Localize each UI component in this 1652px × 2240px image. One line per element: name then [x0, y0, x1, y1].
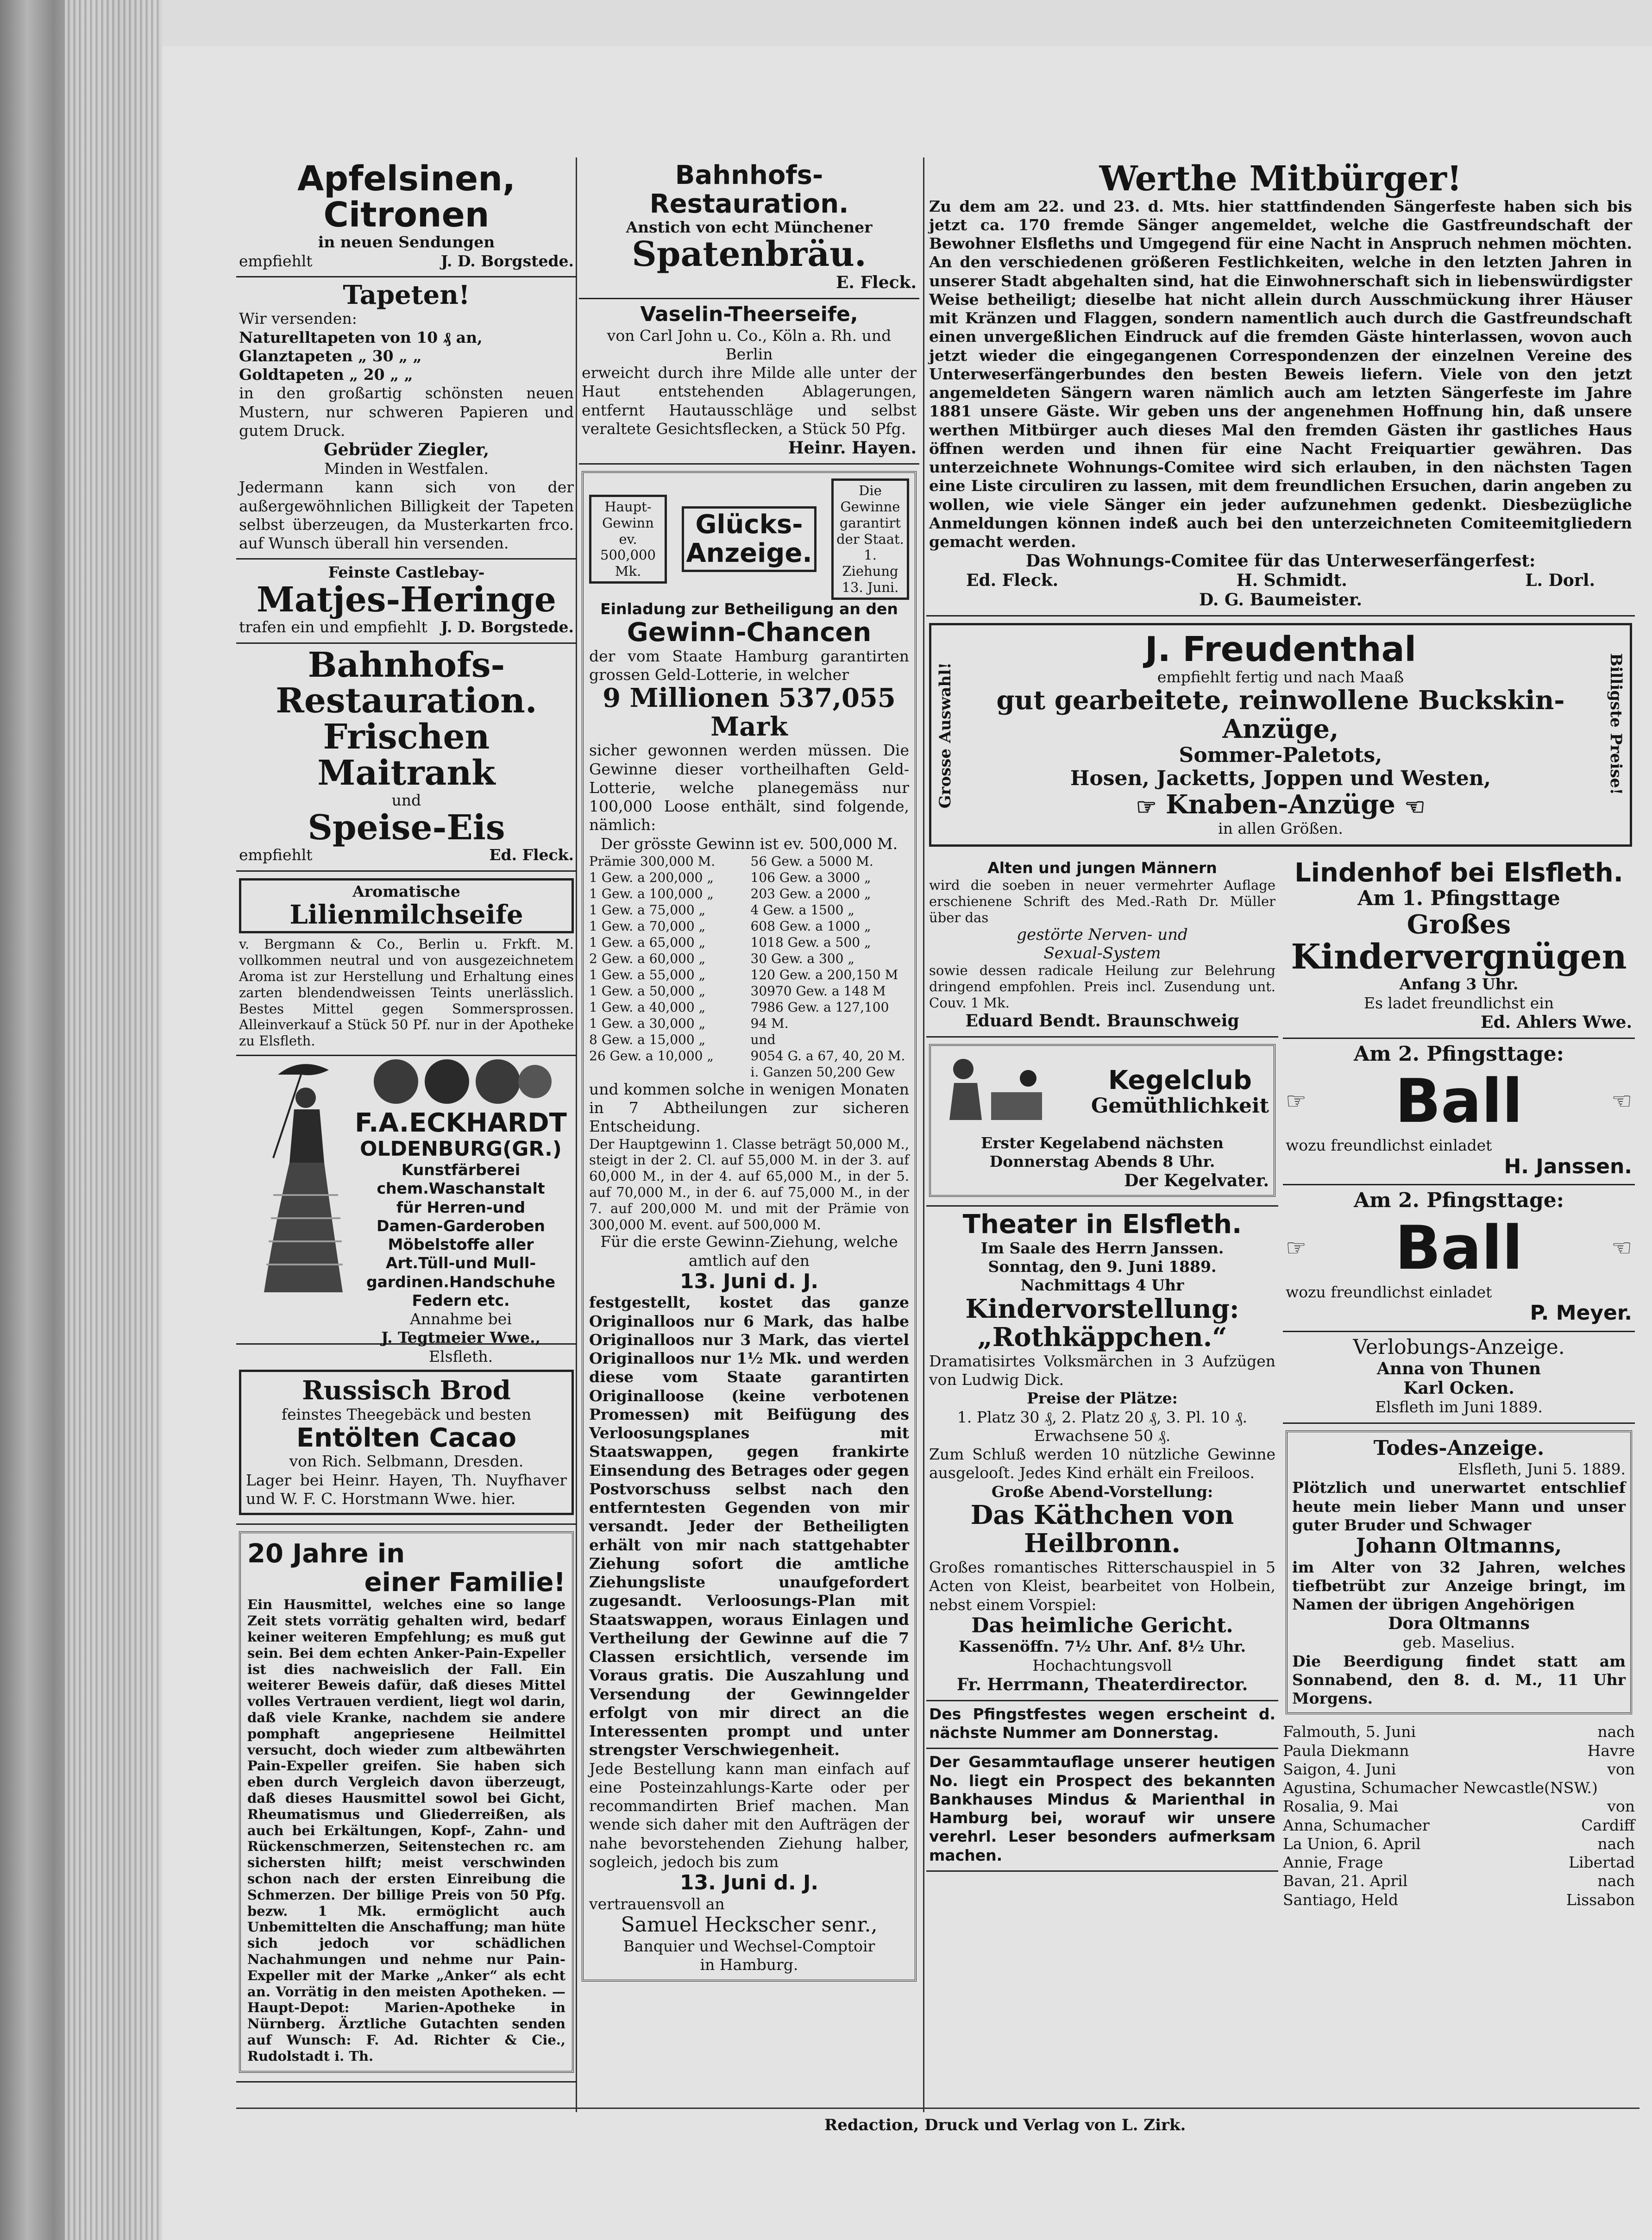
ad-text: Zum Schluß werden 10 nützliche Gewinne ausgelooſt. Jedes Kind erhält ein Freiloos.	[929, 1445, 1275, 1482]
prize-entry: 30970 Gew. a 148 M	[750, 983, 886, 999]
ad-text: Der Hauptgewinn 1. Classe beträgt 50,000 M., steigt in der 2. Cl. auf 55,000 M. in der 3. auf 60,000 M., in der 4. auf 65,000 M., in der 5. auf 70,000 M., in der 6. auf 75,000 M., in der 7. auf 200,000 M. und mit der Prämie von 300,000 M. event. auf 500,000 M.	[589, 1136, 909, 1233]
ad-text: und kommen solche in wenigen Monaten in 7 Abtheilungen zur sicheren Entscheidung.	[589, 1080, 909, 1136]
ad-line: Naturelltapeten von 10 ₰ an,	[239, 328, 483, 346]
prize-entry: 1 Gew. a 100,000 „	[589, 886, 714, 901]
ad-lindenhof	[1283, 855, 1635, 1039]
shipping-text: Agustina, Schumacher Newcastle(NSW.)	[1283, 1779, 1598, 1797]
prize-entry: 120 Gew. a 200,150 M	[750, 967, 898, 982]
lottery-guarantee: Die Gewinne garantirt der Staat. 1. Ziehung 13. Juni.	[831, 478, 909, 600]
ad-text: Elsfleth im Juni 1889.	[1375, 1398, 1543, 1416]
ad-title: Lindenhof bei Elsfleth.	[1294, 857, 1623, 888]
shipping-news	[1283, 1723, 1635, 1909]
ad-text: Erwachsene 50 ₰.	[1034, 1426, 1171, 1445]
prize-entry: 1 Gew. a 75,000 „	[589, 902, 706, 918]
ad-kegelclub	[926, 1038, 1278, 1207]
ad-text: von Rich. Selbmann, Dresden.	[289, 1452, 524, 1471]
ad-signature: J. D. Borgstede.	[440, 618, 574, 636]
medals-illustration	[368, 1056, 553, 1107]
ad-signature: Gebrüder Ziegler,	[323, 440, 490, 460]
prize-entry: 56 Gew. a 5000 M.	[750, 853, 873, 869]
ad-text: Nachmittags 4 Uhr	[1020, 1276, 1184, 1295]
ad-text: geb. Maselius.	[1402, 1633, 1515, 1652]
shipping-row	[1283, 1742, 1635, 1760]
ad-subtitle: Anstich von echt Münchener	[626, 218, 873, 237]
ad-text: empfiehlt	[239, 846, 313, 864]
ad-text: Sonntag, den 9. Juni 1889.	[988, 1258, 1217, 1276]
ad-subtitle: Das heimliche Gericht.	[971, 1613, 1233, 1637]
shipping-text: Bavan, 21. April	[1283, 1872, 1408, 1890]
prize-column-a	[589, 853, 751, 1080]
ad-box	[582, 471, 917, 1982]
ad-signature-place: in Hamburg.	[700, 1955, 798, 1974]
ad-title: Matjes-Heringe	[257, 579, 556, 620]
ad-text: trafen ein und empfiehlt	[239, 618, 427, 636]
shipping-row	[1283, 1891, 1635, 1909]
ad-title: Ball	[1395, 1066, 1523, 1137]
ad-title: Verlobungs-Anzeige.	[1353, 1335, 1565, 1359]
lady-with-parasol-illustration	[245, 1056, 352, 1297]
ad-text: wird die soeben in neuer vermehrter Auflage erschienene Schrift des Med.-Rath Dr. Müller über das	[929, 877, 1275, 925]
ad-title: Gewinn-Chancen	[627, 617, 872, 648]
ad-title: Großes	[1407, 909, 1511, 940]
ad-verlobung	[1283, 1332, 1635, 1424]
ad-title: Tapeten!	[343, 279, 470, 310]
ad-box	[929, 623, 1632, 846]
ad-text: Des Pfingstfestes wegen erscheint d. nächste Nummer am Donnerstag.	[929, 1705, 1275, 1742]
shipping-destination: nach	[1597, 1872, 1635, 1890]
ad-box	[239, 1370, 574, 1515]
ad-title: Kegelclub	[1108, 1065, 1252, 1095]
ad-theater	[926, 1207, 1278, 1701]
shipping-row	[1283, 1723, 1635, 1741]
ad-box	[1286, 1430, 1632, 1715]
ad-text: Hochachtungsvoll	[1032, 1656, 1172, 1674]
ad-text: Ein Hausmittel, welches eine so lange Zeit stets vorrätig gehalten wird, bedarf keiner weiteren Empfehlung; es muß gut sein. Bei dem echten Anker-Pain-Expeller ist dies nachweislich der Fall. Ein weiterer Beweis dafür, daß dieses Mittel volles Vertrauen verdient, liegt wol darin, daß viele Kranke, nachdem sie andere pomphaft angepriesene Heilmittel versucht, doch wieder zum altbewährten Pain-Expeller greifen. Sie haben sich eben durch Vergleich davon überzeugt, daß dieses Hausmittel sowol bei Gicht, Rheumatismus und Gliederreißen, als auch bei Erkältungen, Kopf-, Zahn- und Rückenschmerzen, Seitenstechen rc. am sichersten hilft; meist verschwinden schon nach der ersten Einreibung die Schmerzen. Der billige Preis von 50 Pfg. bezw. 1 Mk. ermöglicht auch Unbemittelten die Anschaffung; man hüte sich jedoch vor schädlichen Nachahmungen und nehme nur Pain-Expeller mit der Marke „Anker“ als echt an. Vorrätig in den meisten Apotheken. — Haupt-Depot: Marien-Apotheke in Nürnberg. Ärztliche Gutachten senden auf Wunsch: F. Ad. Richter & Cie., Rudolstadt i. Th.	[247, 1597, 565, 2064]
ad-text: wozu freundlichst einladet	[1286, 1136, 1492, 1155]
prize-entry: Prämie 300,000 M.	[589, 853, 716, 869]
ad-nerven-system	[926, 855, 1278, 1038]
committee-member: L. Dorl.	[1525, 571, 1595, 591]
ad-text: sicher gewonnen werden müssen. Die Gewinne dieser vortheilhaften Geld-Lotterie, welche planegemäss nur 100,000 Loose enthält, sind folgende, nämlich:	[589, 741, 909, 834]
ad-subtitle: Große Abend-Vorstellung:	[991, 1482, 1213, 1501]
prize-column-b	[751, 853, 910, 1080]
ad-text: Zu dem am 22. und 23. d. Mts. hier stattfindenden Sängerfeste haben sich bis jetzt ca. 170 fremde Sänger angemeldet, welche die Gastfreundschaft der Bewohner Elsfleths und Umgegend für eine Nacht in Anspruch nehmen möchten. An den verschiedenen größeren Festlichkeiten, welche in den letzten Jahren in unserer Stadt abgehalten sind, hat die Einwohnerschaft sich in liebenswürdigster Weise betheiligt; dieselbe hat nicht allein durch Ausschmückung ihrer Häuser mit Kränzen und Flaggen, sondern namentlich auch durch die Gastfreundschaft einen unvergeßlichen Eindruck auf die fremden Gäste hinterlassen, wovon auch jetzt wieder die eingegangenen Correspondenzen der einzelnen Vereine des Unterweserfängerbundes den besten Beweis liefern. Viele von den jetzt angemeldeten Sängern waren nämlich auch am letzten Sängerfeste im Jahre 1881 unsere Gäste. Wir geben uns der angenehmen Hoffnung hin, daß unsere werthen Mitbürger auch dieses Mal den fremden Gästen ihr gastliches Haus öffnen werden und ihnen für eine Nacht Freiquartier gewähren. Das unterzeichnete Wohnungs-Comitee wird sich erlauben, in den nächsten Tagen eine Liste circuliren zu lassen, mit dem freundlichen Ersuchen, darin angeben zu wollen, wie viele Sänger ein jeder aufzunehmen gedenkt. Diesbezügliche Anmeldungen können indeß auch bei den unterzeichneten Comiteemitgliedern gemacht werden.	[929, 197, 1632, 551]
ad-title: 20 Jahre in	[247, 1539, 405, 1569]
ad-text: Großes romantisches Ritterschauspiel in 5 Acten von Kleist, bearbeitet von Holbein, nebst einem Vorspiel:	[929, 1558, 1275, 1614]
shipping-row	[1283, 1797, 1635, 1816]
shipping-text: Annie, Frage	[1283, 1853, 1383, 1872]
ad-subtitle: von Carl John u. Co., Köln a. Rh. und Berlin	[607, 326, 892, 363]
ad-gluecks-anzeige	[579, 465, 919, 1990]
ad-signature: E. Fleck.	[835, 273, 917, 293]
ad-text: Knaben-Anzüge	[1166, 789, 1395, 820]
pointing-hand-icon: ☞	[1136, 793, 1157, 820]
shipping-text: Santiago, Held	[1283, 1890, 1398, 1909]
ad-line: Kunstfärberei	[401, 1161, 521, 1179]
ad-script-text: gestörte Nerven- und	[1017, 925, 1188, 944]
prize-entry: 1 Gew. a 50,000 „	[589, 983, 706, 999]
ad-todes-anzeige	[1283, 1424, 1635, 1723]
ad-title: Kindervorstellung:	[965, 1293, 1239, 1324]
ad-signature: J. D. Borgstede.	[440, 252, 574, 270]
ad-subtitle: Am 2. Pfingsttage:	[1353, 1042, 1564, 1066]
ad-signature: P. Meyer.	[1530, 1301, 1632, 1325]
ad-date: Elsfleth, Juni 5. 1889.	[1458, 1460, 1626, 1479]
prize-entry: 8 Gew. a 15,000 „	[589, 1032, 706, 1047]
lottery-main-prize: Haupt-Gewinn ev. 500,000 Mk.	[589, 495, 667, 584]
ad-signature: Ed. Ahlers Wwe.	[1481, 1012, 1632, 1032]
shipping-destination: Havre	[1587, 1741, 1635, 1760]
ad-pretitle: Feinste Castlebay-	[328, 563, 485, 582]
ad-name: Karl Ocken.	[1403, 1378, 1514, 1398]
ad-text: 1. Platz 30 ₰, 2. Platz 20 ₰, 3. Pl. 10 ₰.	[957, 1408, 1248, 1426]
ad-title: Das Käthchen von Heilbronn.	[970, 1499, 1234, 1559]
ad-title: Spatenbräu.	[632, 234, 867, 275]
pointing-hand-icon: ☜	[1611, 1234, 1632, 1261]
ad-text: Plötzlich und unerwartet entschlief heute mein lieber Mann und unser guter Bruder und Schwager	[1292, 1479, 1626, 1534]
shipping-destination: nach	[1597, 1723, 1635, 1741]
ad-tapeten	[236, 277, 577, 560]
pointing-hand-icon: ☜	[1611, 1088, 1632, 1115]
ad-text: der vom Staate Hamburg garantirten grossen Geld-Lotterie, in welcher	[589, 647, 909, 684]
ad-ball-janssen	[1283, 1039, 1635, 1185]
ad-eckhardt	[236, 1056, 577, 1365]
ad-title: „Rothkäppchen.“	[977, 1322, 1227, 1353]
prize-entry: 1 Gew. a 200,000 „	[589, 869, 714, 885]
ad-subtitle: feinstes Theegebäck und besten	[281, 1405, 532, 1423]
prize-entry: 1 Gew. a 55,000 „	[589, 967, 706, 982]
page-edges	[65, 0, 162, 2240]
ad-text: wozu freundlichst einladet	[1286, 1283, 1492, 1301]
shipping-destination: Lissabon	[1566, 1890, 1635, 1909]
ad-freudenthal	[926, 617, 1635, 855]
lottery-date: 13. Juni d. J.	[679, 1871, 819, 1895]
prize-entry: 1 Gew. a 30,000 „	[589, 1015, 706, 1031]
prize-entry: 1 Gew. a 70,000 „	[589, 918, 706, 934]
ad-subtitle: Speise-Eis	[308, 807, 505, 848]
ad-title: Alten und jungen Männern	[987, 858, 1217, 877]
ad-text: Die Beerdigung findet statt am Sonnabend, den 8. d. M., 11 Uhr Morgens.	[1292, 1652, 1626, 1708]
ad-subtitle: Frischen Maitrank	[317, 717, 496, 793]
shipping-text: Falmouth, 5. Juni	[1283, 1723, 1416, 1741]
prize-entry: 608 Gew. a 1000 „	[750, 918, 871, 934]
ad-box	[239, 1531, 574, 2072]
ad-text: Jede Bestellung kann man einfach auf eine Posteinzahlungs-Karte oder per recommandirten Brief machen. Man wende sich daher mit den Aufträgen der nahe bevorstehenden Ziehung halber, sogleich, jedoch bis zum	[589, 1759, 909, 1871]
pointing-hand-icon: ☞	[1286, 1088, 1307, 1115]
ad-title: Russisch Brod	[302, 1375, 511, 1406]
ad-title: Glücks-	[695, 510, 803, 540]
prize-entry: 203 Gew. a 2000 „	[750, 886, 871, 901]
ad-text: empfiehlt fertig und nach Maaß	[1157, 668, 1404, 686]
shipping-destination: Cardiff	[1581, 1816, 1635, 1834]
ad-title: Bahnhofs-Restauration.	[276, 645, 537, 721]
ad-title: Entölten Cacao	[296, 1422, 516, 1453]
ad-signature: J. Tegtmeier Wwe.,	[381, 1328, 540, 1347]
ad-bahnhofs-maitrank	[236, 644, 577, 872]
ad-name: Johann Oltmanns,	[1356, 1534, 1562, 1558]
bowling-illustration	[936, 1051, 1047, 1134]
ad-text: Für die erste Gewinn-Ziehung, welche amtlich auf den	[600, 1233, 898, 1270]
ad-text: erweicht durch ihre Milde alle unter der Haut entstehenden Ablagerungen, entfernt Hautausschläge und selbst veraltete Gesichtsflecken, a Stück 50 Pfg.	[582, 364, 917, 438]
column-rule-2	[923, 157, 924, 2112]
ad-subtitle: Am 1. Pfingsttage	[1357, 887, 1560, 911]
shipping-destination: von	[1607, 1797, 1635, 1816]
ad-text: Dramatisirtes Volksmärchen in 3 Aufzügen von Ludwig Dick.	[929, 1352, 1275, 1389]
ad-box	[239, 878, 574, 934]
pointing-hand-icon: ☞	[1286, 1234, 1307, 1261]
ad-box	[929, 1044, 1275, 1197]
column-3-right	[1283, 855, 1635, 1909]
ad-prospect-notice	[926, 1749, 1278, 1872]
prize-entry: 26 Gew. a 10,000 „	[589, 1048, 714, 1063]
shipping-row	[1283, 1853, 1635, 1872]
imprint: Redaction, Druck und Verlag von L. Zirk.	[824, 2116, 1186, 2134]
ad-signature: Das Wohnungs-Comitee für das Unterweserfängerfest:	[1025, 551, 1536, 571]
ad-pain-expeller	[236, 1525, 577, 2082]
shipping-row	[1283, 1835, 1635, 1853]
ad-side-label: Grosse Auswahl!	[936, 662, 955, 809]
ad-subtitle: in neuen Sendungen	[318, 233, 495, 252]
prize-entry: 7986 Gew. a 127,100 94 M.	[750, 999, 889, 1031]
prize-table	[589, 853, 909, 1080]
ad-side-label: Billigste Preise!	[1607, 653, 1625, 795]
ad-text: gut gearbeitete, reinwollene Buckskin-Anzüge,	[996, 685, 1565, 744]
shipping-text: La Union, 6. April	[1283, 1834, 1421, 1853]
ad-lilienmilchseife	[236, 872, 577, 1056]
shipping-row	[1283, 1779, 1635, 1797]
ad-text: Sommer-Paletots,	[1179, 743, 1382, 767]
lottery-headline: Der grösste Gewinn ist ev. 500,000 M.	[600, 834, 898, 853]
shipping-row	[1283, 1816, 1635, 1835]
ad-title: einer Familie!	[364, 1567, 565, 1598]
prize-entry: 2 Gew. a 60,000 „	[589, 950, 706, 966]
ad-text: Erster Kegelabend nächsten Donnerstag Abends 8 Uhr.	[980, 1133, 1224, 1171]
ad-text: im Alter von 32 Jahren, welches tiefbetrübt zur Anzeige bringt, im Namen der übrigen Angehörigen	[1292, 1558, 1626, 1614]
lottery-date: 13. Juni d. J.	[679, 1269, 819, 1293]
ad-text: Der Gesammtauflage unserer heutigen No. liegt ein Prospect des bekannten Bankhauses Mindus & Marienthal in Hamburg bei, worauf wir unsere verehrl. Leser besonders aufmerksam machen.	[929, 1753, 1275, 1864]
ad-text: Jedermann kann sich von der außergewöhnlichen Billigkeit der Tapeten selbst überzeugen, da Musterkarten frco. auf Wunsch überall hin versenden.	[239, 478, 574, 553]
ad-line: für Herren-und	[396, 1198, 526, 1216]
ad-russisch-brod	[236, 1363, 577, 1525]
column-3-left	[926, 855, 1278, 1909]
prize-entry: 1 Gew. a 65,000 „	[589, 934, 706, 950]
ad-line: Möbelstoffe aller	[388, 1235, 534, 1254]
ad-line: gardinen.Handschuhe	[366, 1272, 556, 1291]
prize-entry: 4 Gew. a 1500 „	[750, 902, 854, 918]
ad-subtitle: Einladung zur Betheiligung an den	[600, 599, 898, 618]
shipping-destination: von	[1607, 1760, 1635, 1778]
ad-line: Glanztapeten „ 30 „ „	[239, 346, 422, 365]
ad-title: Theater in Elsfleth.	[962, 1209, 1242, 1240]
ad-text: sowie dessen radicale Heilung zur Belehrung dringend empfohlen. Preis incl. Zusendung unt. Couv. 1 Mk.	[929, 963, 1275, 1011]
column-1	[236, 157, 577, 2083]
ad-line: in den großartig schönsten neuen Mustern, nur schweren Papieren und gutem Druck.	[239, 384, 574, 440]
ad-text: Kassenöffn. 7½ Uhr. Anf. 8½ Uhr.	[958, 1637, 1246, 1656]
ad-line: Art.Tüll-und Mull-	[385, 1254, 536, 1272]
ad-title: J. Freudenthal	[1145, 629, 1416, 670]
committee-member: Ed. Fleck.	[966, 571, 1059, 591]
ad-spatenbraeu	[579, 157, 919, 299]
ad-signature: Der Kegelvater.	[1124, 1171, 1269, 1191]
prize-entry: 1 Gew. a 40,000 „	[589, 999, 706, 1015]
ad-subtitle: Am 2. Pfingsttage:	[1353, 1189, 1564, 1213]
ad-text: Elsfleth.	[428, 1347, 493, 1365]
ad-text: v. Bergmann & Co., Berlin u. Frkft. M. vollkommen neutral und von ausgezeichnetem Aroma ist zur Herstellung und Erhaltung eines zarten blendendweissen Teints unerlässlich. Bestes Mittel gegen Sommersprossen. Alleinverkauf a Stück 50 Pf. nur in der Apotheke zu Elsfleth.	[239, 936, 574, 1049]
ad-text: empfiehlt	[239, 252, 313, 270]
ad-text: Im Saale des Herrn Janssen.	[980, 1239, 1224, 1257]
ad-signature: Fr. Herrmann, Theaterdirector.	[956, 1674, 1248, 1694]
shipping-destination: Libertad	[1569, 1853, 1635, 1872]
ad-title: Lilienmilchseife	[289, 899, 523, 930]
lottery-amount: 9 Millionen 537,055 Mark	[603, 683, 896, 742]
ad-signature-line: Banquier und Wechsel-Comptoir	[623, 1937, 875, 1955]
shipping-text: Paula Diekmann	[1283, 1741, 1409, 1760]
ad-text: Anfang 3 Uhr.	[1399, 975, 1519, 994]
shipping-destination: nach	[1597, 1834, 1635, 1853]
ad-line: chem.Waschanstalt	[377, 1179, 545, 1198]
ad-city: OLDENBURG(GR.)	[360, 1137, 562, 1161]
prize-entry: 106 Gew. a 3000 „	[750, 869, 871, 885]
ad-text: Hosen, Jacketts, Joppen und Westen,	[1070, 767, 1491, 791]
ad-apfelsinen	[236, 157, 577, 277]
prize-entry: und	[750, 1032, 776, 1047]
ad-ball-meyer	[1283, 1185, 1635, 1332]
ad-text: in allen Größen.	[1218, 819, 1343, 837]
ad-subtitle: Preise der Plätze:	[1027, 1389, 1178, 1408]
ad-line: Damen-Garderoben	[377, 1216, 545, 1235]
ad-text: festgestellt, kostet das ganze Originalloos nur 6 Mark, das halbe Originalloos nur 3 Mark, das viertel Originalloos nur 1½ Mk. und werden diese vom Staate garantirten Originalloose (keine verbotenen Promessen) mit Beifügung des Verloosungsplanes mit Staatswappen, gegen frankirte Einsendung des Betrages oder gegen Postvorschuss selbst nach den entferntesten Gegenden von mir versandt. Jeder der Betheiligten erhält von mir nach stattgehabter Ziehung sofort die amtliche Ziehungsliste unaufgefordert zugesandt. Verloosungs-Plan mit Staatswappen, woraus Einlagen und Vertheilung der Gewinne auf die 7 Classen ersichtlich, versende im Voraus gratis. Die Auszahlung und Versendung der Gewinngelder erfolgt von mir direct an die Interessenten prompt und unter strengster Verschwiegenheit.	[589, 1293, 909, 1759]
shipping-row	[1283, 1872, 1635, 1890]
ad-title: Werthe Mitbürger!	[1099, 159, 1462, 199]
ad-text: Es ladet freundlichst ein	[1363, 994, 1554, 1012]
ad-pfingsten-notice	[926, 1701, 1278, 1749]
column-2	[579, 157, 919, 1990]
ad-title: Todes-Anzeige.	[1373, 1436, 1545, 1460]
ad-subtitle: Gemüthlichkeit	[1091, 1094, 1269, 1118]
ad-title: Anzeige.	[686, 538, 812, 568]
ad-signature: Ed. Fleck.	[489, 846, 574, 864]
ad-text: vertrauensvoll an	[589, 1894, 725, 1913]
ad-pretitle: Aromatische	[352, 882, 460, 900]
ad-title: Ball	[1395, 1212, 1523, 1283]
column-3	[926, 157, 1635, 1909]
ad-title: Bahnhofs-Restauration.	[649, 160, 849, 219]
ad-line: Goldtapeten „ 20 „ „	[239, 365, 413, 384]
committee-member: H. Schmidt.	[1236, 571, 1347, 591]
ad-text: Lager bei Heinr. Hayen, Th. Nuyfhaver und W. F. C. Horstmann Wwe. hier.	[246, 1471, 567, 1508]
ad-script-text: Sexual-System	[1043, 944, 1161, 963]
ad-signature: Dora Oltmanns	[1388, 1614, 1530, 1634]
shipping-row	[1283, 1760, 1635, 1779]
ad-signature: Samuel Heckscher senr.,	[621, 1913, 878, 1937]
shipping-text: Rosalia, 9. Mai	[1283, 1797, 1399, 1816]
prize-entry: 30 Gew. a 300 „	[750, 950, 854, 966]
ad-signature: Heinr. Hayen.	[788, 438, 917, 458]
ad-line: Federn etc.	[412, 1291, 510, 1309]
ad-vaselin	[579, 299, 919, 465]
ad-line: Wir versenden:	[239, 309, 357, 328]
ad-werthe-mitbuerger	[926, 157, 1635, 617]
ad-signature: Eduard Bendt. Braunschweig	[965, 1011, 1239, 1031]
footer-rule	[236, 2108, 1639, 2109]
ad-text: Annahme bei	[410, 1310, 512, 1328]
prize-entry: 1018 Gew. a 500 „	[750, 934, 871, 950]
prize-entry: i. Ganzen 50,200 Gew	[750, 1064, 895, 1080]
ad-title: F.A.ECKHARDT	[355, 1108, 567, 1139]
committee-member: D. G. Baumeister.	[1199, 590, 1363, 610]
prize-entry: 9054 G. a 67, 40, 20 M.	[750, 1048, 905, 1063]
ad-signature-place: Minden in Westfalen.	[324, 459, 489, 478]
ad-title: Kindervergnügen	[1291, 937, 1627, 977]
shipping-text: Anna, Schumacher	[1283, 1816, 1430, 1834]
pointing-hand-icon: ☜	[1404, 793, 1426, 820]
shipping-text: Saigon, 4. Juni	[1283, 1760, 1396, 1778]
ad-name: Anna von Thunen	[1376, 1359, 1541, 1379]
ad-title: Vaselin-Theerseife,	[640, 302, 858, 327]
ad-matjes	[236, 560, 577, 643]
ad-title: Apfelsinen, Citronen	[297, 159, 516, 235]
ad-text: und	[391, 791, 421, 810]
ad-signature: H. Janssen.	[1504, 1154, 1632, 1178]
